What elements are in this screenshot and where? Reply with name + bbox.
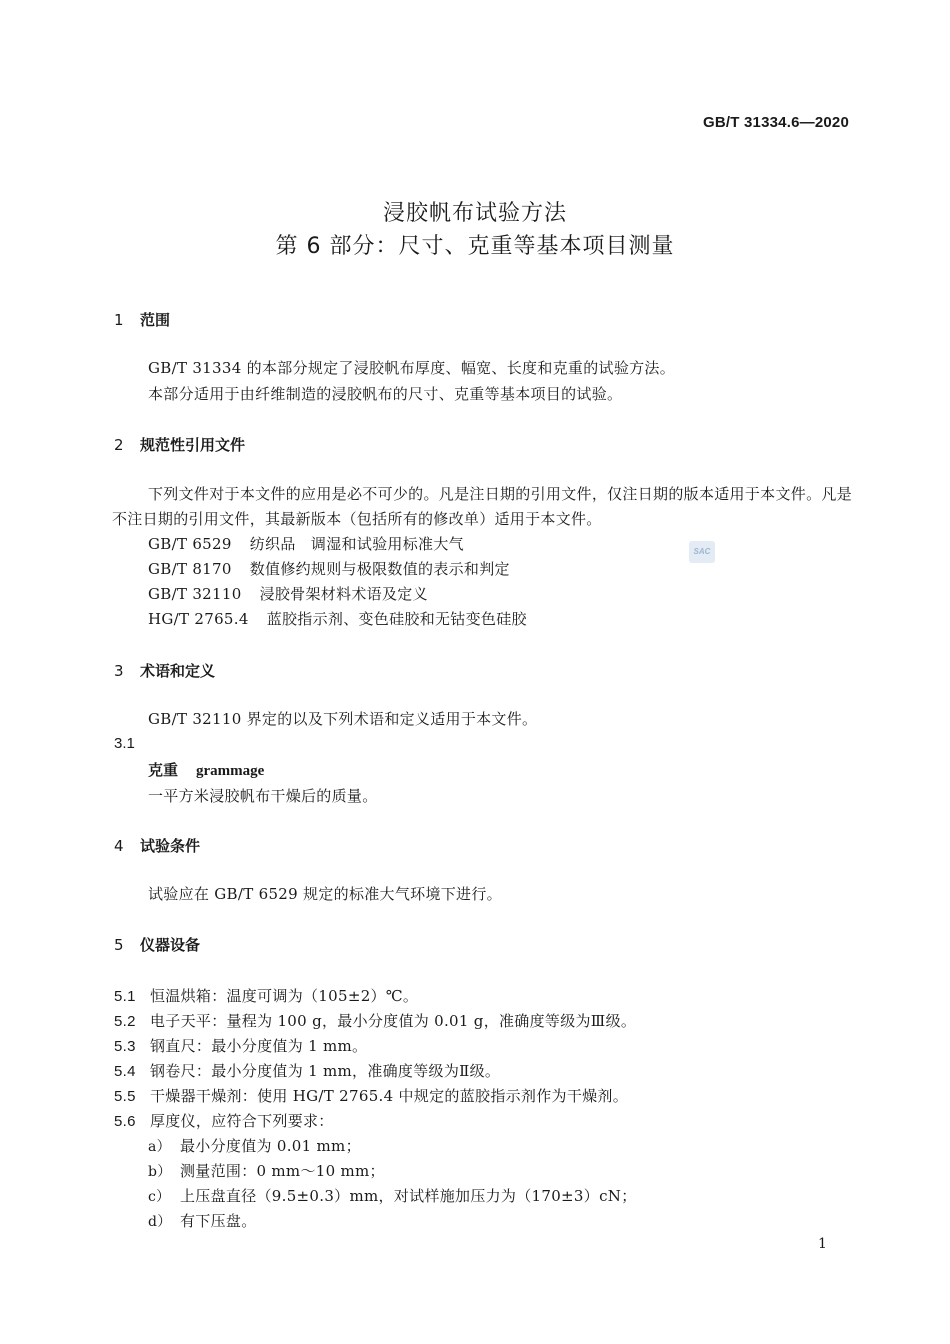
item-number: 5.4	[114, 1063, 136, 1080]
document-title: 浸胶帆布试验方法	[382, 201, 567, 226]
equipment-item	[114, 1110, 334, 1131]
item-number: 5.5	[114, 1088, 136, 1105]
item-number: 5.1	[114, 988, 136, 1005]
item-number: 5.3	[114, 1038, 136, 1055]
reference-item	[148, 533, 464, 554]
reference-code: HG/T 2765.4	[148, 610, 249, 628]
sub-item-text: 上压盘直径（9.5±0.3）mm，对试样施加压力为（170±3）cN；	[180, 1187, 637, 1205]
section-number: 4	[114, 837, 124, 855]
item-text: 干燥器干燥剂：使用 HG/T 2765.4 中规定的蓝胶指示剂作为干燥剂。	[150, 1087, 629, 1105]
sub-item-mark: c）	[148, 1189, 171, 1205]
reference-item	[148, 608, 527, 629]
sub-item-text: 最小分度值为 0.01 mm；	[180, 1137, 361, 1155]
page-number: 1	[818, 1236, 827, 1252]
term-definition: 一平方米浸胶帆布干燥后的质量。	[148, 787, 378, 805]
document-subtitle: 第 6 部分：尺寸、克重等基本项目测量	[275, 234, 675, 259]
section-title: 试验条件	[140, 837, 201, 855]
reference-code: GB/T 6529	[148, 535, 232, 553]
section-number: 1	[114, 311, 124, 329]
section-5-heading	[114, 934, 200, 955]
section-title: 仪器设备	[140, 936, 201, 954]
item-number: 5.2	[114, 1013, 136, 1030]
reference-code: GB/T 8170	[148, 560, 232, 578]
sub-item	[148, 1160, 385, 1181]
section-4-heading	[114, 835, 200, 856]
sub-item-mark: b）	[148, 1164, 172, 1180]
section-1-para-1: GB/T 31334 的本部分规定了浸胶帆布厚度、幅宽、长度和克重的试验方法。	[148, 359, 676, 377]
equipment-item	[114, 985, 418, 1006]
reference-title: 纺织品 调湿和试验用标准大气	[249, 535, 464, 553]
sub-item	[148, 1185, 637, 1206]
equipment-item	[114, 1035, 367, 1056]
section-1-heading	[114, 309, 170, 330]
section-1-para-2: 本部分适用于由纤维制造的浸胶帆布的尺寸、克重等基本项目的试验。	[148, 385, 623, 403]
section-2-intro: 下列文件对于本文件的应用是必不可少的。凡是注日期的引用文件，仅注日期的版本适用于本文件。凡是不注日期的引用文件，其最新版本（包括所有的修改单）适用于本文件。	[112, 485, 852, 528]
sub-item	[148, 1210, 257, 1231]
term-english: grammage	[196, 763, 265, 779]
section-number: 2	[114, 436, 124, 454]
reference-title: 数值修约规则与极限数值的表示和判定	[249, 560, 510, 578]
sub-item-text: 测量范围：0 mm～10 mm；	[180, 1162, 385, 1180]
reference-item	[148, 558, 510, 579]
term-heading	[148, 759, 264, 780]
term-number: 3.1	[114, 735, 135, 752]
item-text: 钢直尺：最小分度值为 1 mm。	[150, 1037, 368, 1055]
section-4-para: 试验应在 GB/T 6529 规定的标准大气环境下进行。	[148, 885, 502, 903]
sub-item-mark: a）	[148, 1139, 171, 1155]
section-2-heading	[114, 434, 245, 455]
sub-item-text: 有下压盘。	[180, 1212, 257, 1230]
item-text: 钢卷尺：最小分度值为 1 mm，准确度等级为Ⅱ级。	[150, 1062, 501, 1080]
section-3-heading	[114, 660, 215, 681]
sub-item	[148, 1135, 361, 1156]
section-title: 范围	[140, 311, 171, 329]
item-text: 恒温烘箱：温度可调为（105±2）℃。	[150, 987, 419, 1005]
section-title: 规范性引用文件	[140, 436, 246, 454]
standard-code: GB/T 31334.6—2020	[703, 114, 849, 131]
reference-item	[148, 583, 428, 604]
reference-code: GB/T 32110	[148, 585, 242, 603]
equipment-item	[114, 1085, 628, 1106]
sub-item-mark: d）	[148, 1214, 172, 1230]
item-text: 电子天平：量程为 100 g，最小分度值为 0.01 g，准确度等级为Ⅲ级。	[150, 1012, 637, 1030]
section-number: 5	[114, 936, 124, 954]
reference-title: 蓝胶指示剂、变色硅胶和无钴变色硅胶	[266, 610, 527, 628]
term-chinese: 克重	[148, 761, 179, 779]
section-3-intro: GB/T 32110 界定的以及下列术语和定义适用于本文件。	[148, 710, 538, 728]
equipment-item	[114, 1060, 500, 1081]
section-title: 术语和定义	[140, 662, 216, 680]
equipment-item	[114, 1010, 636, 1031]
item-number: 5.6	[114, 1113, 136, 1130]
reference-title: 浸胶骨架材料术语及定义	[259, 585, 428, 603]
sac-watermark-logo: SAC	[689, 541, 715, 563]
section-number: 3	[114, 662, 124, 680]
item-text: 厚度仪，应符合下列要求：	[150, 1112, 334, 1130]
